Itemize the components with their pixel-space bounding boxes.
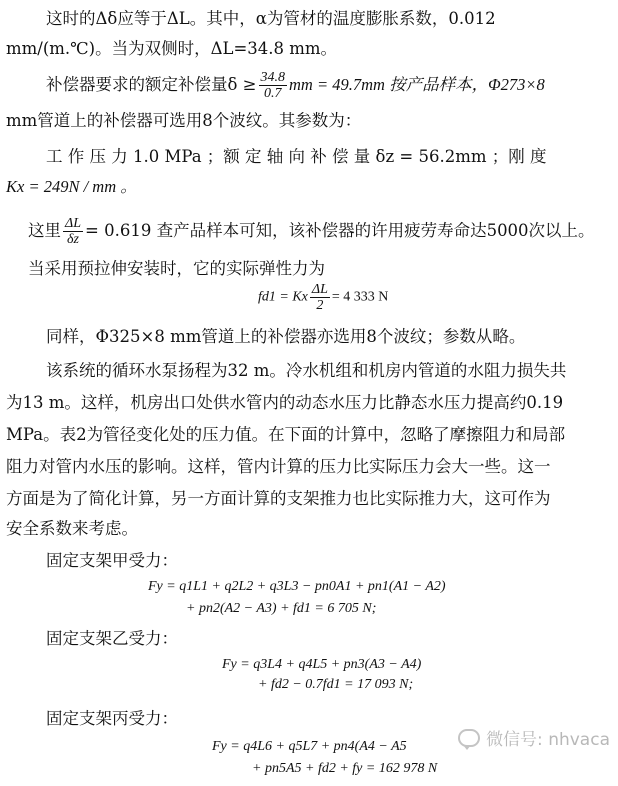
paragraph-line-7: [28, 216, 618, 247]
paragraph-line-18: 固定支架丙受力：: [46, 709, 178, 728]
text-segment: 这里: [28, 221, 61, 240]
paragraph-line-17: 固定支架乙受力：: [46, 629, 178, 648]
equation-jia-line-2: + pn2(A2 − A3) + fd1 = 6 705 N;: [186, 601, 377, 616]
fraction-denominator: 2: [316, 298, 324, 313]
paragraph-line-12: MPa。表2为管径变化处的压力值。在下面的计算中，忽略了摩擦阻力和局部: [6, 425, 566, 444]
equation-yi-line-2: + fd2 − 0.7fd1 = 17 093 N;: [258, 677, 414, 692]
equation-fd1: [258, 282, 388, 313]
fraction: [63, 216, 83, 247]
fraction-denominator: δz: [67, 232, 79, 247]
paragraph-line-10: 该系统的循环水泵扬程为32 m。冷水机组和机房内管道的水阻力损失共: [46, 361, 567, 380]
equation-segment: fd1 = Kx: [258, 289, 308, 305]
fraction: [259, 70, 288, 101]
watermark: [458, 725, 610, 750]
equation-bing-line-1: Fy = q4L6 + q5L7 + pn4(A4 − A5: [212, 739, 407, 754]
paragraph-line-13: 阻力对管内水压的影响。这样，管内计算的压力比实际压力会大一些。这一: [6, 457, 551, 476]
fraction: [310, 282, 330, 313]
paragraph-line-4: mm管道上的补偿器可选用8个波纹。其参数为：: [6, 111, 362, 130]
paragraph-line-14: 方面是为了简化计算，另一方面计算的支架推力也比实际推力大，这可作为: [6, 489, 551, 508]
paragraph-line-6: Kx = 249N / mm 。: [6, 177, 137, 196]
watermark-text: 微信号: nhvaca: [486, 730, 610, 750]
paragraph-line-5: 工 作 压 力 1.0 MPa ；额 定 轴 向 补 偿 量 δz = 56.2mm ；刚 度: [46, 147, 547, 166]
fraction-numerator: ΔL: [65, 216, 82, 231]
paragraph-line-15: 安全系数来考虑。: [6, 519, 138, 538]
paragraph-line-1: 这时的Δδ应等于ΔL。其中，α为管材的温度膨胀系数，0.012: [46, 9, 496, 28]
paragraph-line-8: 当采用预拉伸安装时，它的实际弹性力为: [28, 259, 325, 278]
wechat-bubble-icon: [458, 729, 480, 747]
paragraph-line-16: 固定支架甲受力：: [46, 551, 178, 570]
fraction-numerator: 34.8: [260, 70, 286, 85]
fraction-numerator: ΔL: [311, 282, 328, 297]
paragraph-line-9: 同样，Φ325×8 mm管道上的补偿器亦选用8个波纹；参数从略。: [46, 327, 526, 346]
equation-segment: = 4 333 N: [331, 289, 389, 305]
fraction-denominator: 0.7: [264, 86, 282, 101]
paragraph-line-3: [46, 70, 618, 101]
equation-yi-line-1: Fy = q3L4 + q4L5 + pn3(A3 − A4): [222, 657, 422, 672]
text-segment: 补偿器要求的额定补偿量δ ≥: [46, 75, 257, 94]
text-segment: = 0.619 查产品样本可知，该补偿器的许用疲劳寿命达5000次以上。: [85, 221, 595, 240]
text-segment: mm = 49.7mm 按产品样本，Φ273×8: [289, 75, 545, 94]
paragraph-line-2: mm/(m.℃)。当为双侧时，ΔL=34.8 mm。: [6, 39, 338, 58]
paragraph-line-11: 为13 m。这样，机房出口处供水管内的动态水压力比静态水压力提高约0.19: [6, 393, 564, 412]
equation-bing-line-2: + pn5A5 + fd2 + fy = 162 978 N: [252, 761, 438, 776]
equation-jia-line-1: Fy = q1L1 + q2L2 + q3L3 − pn0A1 + pn1(A1 − A2): [148, 579, 446, 594]
